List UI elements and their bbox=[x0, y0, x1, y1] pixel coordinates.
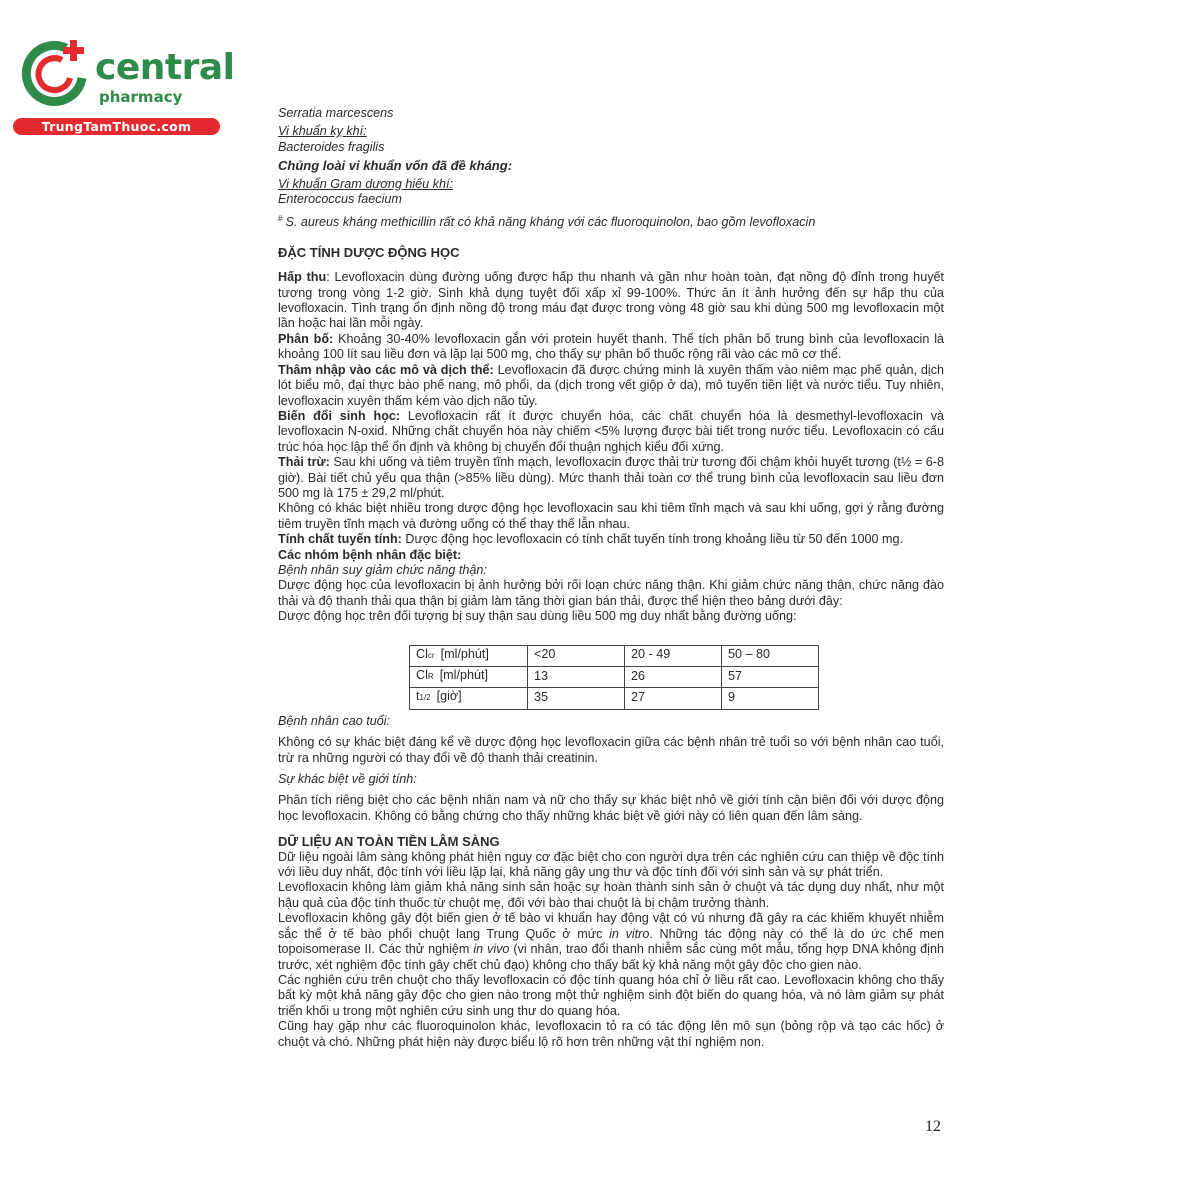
subheading-gram-positive: Vi khuẩn Gram dương hiếu khí: bbox=[278, 176, 453, 191]
bacteria-name: Bacteroides fragilis bbox=[278, 139, 385, 154]
table-row: Clcr [ml/phút] <20 20 - 49 50 – 80 bbox=[410, 645, 819, 666]
paragraph-distribution: Phân bố: Khoảng 30-40% levofloxacin gắn với protein huyết thanh. Thể tích phân bố trung bình của levofloxacin là khoảng 100 lít sau liều đơn và lặp lại 500 mg, cho thấy sự phân bố thuốc rộng rãi vào các mô cơ thể. bbox=[278, 331, 945, 362]
preclinical-paragraph: Levofloxacin không gây đột biến gien ở tế bào vi khuẩn hay động vật có vú nhưng đã gây ra các khiếm khuyết nhiễm sắc thể ở tế bào phổi chuột lang Trung Quốc ở mức in vitro. Những tác động này có thể là do ức chế men topoisomerase II. Các thử nghiệm in vivo (vi nhân, trao đổi thanh nhiễm sắc cùng một mẫu, tổng hợp DNA không định trước, xét nghiệm độc tính gây chết chủ đạo) không cho thấy bất kỳ khả năng một gây độc cho gien nào. bbox=[278, 911, 945, 972]
paragraph-no-difference: Không có khác biệt nhiều trong dược động học levofloxacin sau khi tiêm tĩnh mạch và sau khi uống, gợi ý rằng đường tiêm truyền tĩnh mạch và đường uống có thể thay thế lẫn nhau. bbox=[278, 501, 944, 531]
section-heading-pharmacokinetics: ĐẶC TÍNH DƯỢC ĐỘNG HỌC bbox=[278, 244, 460, 260]
preclinical-paragraph: Levofloxacin không làm giảm khả năng sinh sản hoặc sự hoàn thành sinh sản ở chuột và tác dụng duy nhất, như một hậu quả của độc tính thuốc từ chuột mẹ, đối với bào thai chuột là bị chậm trưởng thành. bbox=[278, 880, 944, 910]
paragraph-linearity: Tính chất tuyến tính: Dược động học levofloxacin có tính chất tuyến tính trong khoảng liều từ 50 đến 1000 mg. bbox=[278, 532, 904, 547]
paragraph-penetration: Thâm nhập vào các mô và dịch thể: Levofloxacin đã được chứng minh là xuyên thấm vào niêm mạc phế quản, dịch lót biểu mô, đại thực bào phế nang, mô phổi, da (dịch trong vết giộp ở da), mô tuyến tiền liệt và nước tiểu. Tuy nhiên, levofloxacin xuyên thấm kém vào dịch não tủy. bbox=[278, 362, 945, 408]
elderly-subheading: Bệnh nhân cao tuổi: bbox=[278, 713, 391, 728]
pharmacy-cross-icon bbox=[20, 38, 90, 108]
paragraph-elimination: Thải trừ: Sau khi uống và tiêm truyền tĩnh mạch, levofloxacin được thải trừ tương đối chậm khỏi huyết tương (t½ = 6-8 giờ). Bài tiết chủ yếu qua thận (>85% liều dùng). Mức thanh thải toàn cơ thể trung bình của levofloxacin sau liều đơn 500 mg là 175 ± 29,2 ml/phút. bbox=[278, 455, 944, 500]
section-heading-preclinical: DỮ LIỆU AN TOÀN TIỀN LÂM SÀNG bbox=[278, 834, 500, 850]
logo-subtitle: pharmacy bbox=[99, 88, 183, 106]
bacteria-name: Serratia marcescens bbox=[278, 106, 394, 120]
renal-text: Dược động học của levofloxacin bị ảnh hưởng bởi rối loạn chức năng thận. Khi giảm chức năng thận, chức năng đào thải và độ thanh thải qua thận bị giảm làm tăng thời gian bán thải, được thể hiện theo bảng dưới đây: bbox=[278, 578, 944, 608]
special-populations-heading: Các nhóm bệnh nhân đặc biệt: bbox=[278, 547, 462, 562]
logo-site-badge: TrungTamThuoc.com bbox=[13, 118, 220, 135]
preclinical-paragraph: Dữ liệu ngoài lâm sàng không phát hiện nguy cơ đặc biệt cho con người dựa trên các nghiên cứu can thiệp về độc tính với liều duy nhất, độc tính với liều lặp lại, khả năng gây ung thư và độc tính đối với sinh sản và sự phát triển. bbox=[278, 849, 944, 880]
gender-subheading: Sự khác biệt về giới tính: bbox=[278, 772, 417, 787]
renal-table-intro: Dược động học trên đối tượng bị suy thận sau dùng liều 500 mg duy nhất bằng đường uống: bbox=[278, 609, 797, 624]
renal-subheading: Bệnh nhân suy giảm chức năng thận: bbox=[278, 562, 487, 577]
central-pharmacy-logo bbox=[10, 38, 235, 138]
resistant-heading: Chủng loài vi khuẩn vốn đã đề kháng: bbox=[278, 158, 513, 174]
bacteria-name: Enterococcus faecium bbox=[278, 192, 402, 207]
subheading-anaerobic: Vi khuẩn kỵ khí: bbox=[278, 124, 367, 139]
elderly-text: Không có sự khác biệt đáng kể về dược động học levofloxacin giữa các bệnh nhân trẻ tuổi so với bệnh nhân cao tuổi, trừ ra những người có thay đổi về độ thanh thải creatinin. bbox=[278, 735, 944, 765]
page-number: 12 bbox=[925, 1118, 941, 1135]
paragraph-absorption: Hấp thu: Levofloxacin dùng đường uống được hấp thu nhanh và gần như hoàn toàn, đạt nồng độ đỉnh trong huyết tương trong vòng 1-2 giờ. Sinh khả dụng tuyệt đối xấp xỉ 99-100%. Thức ăn ít ảnh hưởng đến sự hấp thu của levofloxacin. Tình trạng ổn định nồng độ trong máu đạt được trong vòng 48 giờ sau khi dùng 500 mg levofloxacin một lần hoặc hai lần mỗi ngày. bbox=[278, 270, 944, 331]
footnote: # S. aureus kháng methicillin rất có khả năng kháng với các fluoroquinolon, bao gồm levofloxacin bbox=[278, 214, 816, 230]
document-page bbox=[278, 106, 944, 1050]
paragraph-biotransformation: Biến đổi sinh học: Levofloxacin rất ít được chuyển hóa, các chất chuyển hóa là desmethyl-levofloxacin và levofloxacin N-oxid. Những chất chuyển hóa này chiếm <5% lượng được bài tiết trong nước tiểu. Levofloxacin có cấu trúc hóa học lập thể ổn định và không bị chuyển đổi thuận nghịch kiểu đối xứng. bbox=[278, 408, 944, 454]
preclinical-paragraph: Các nghiên cứu trên chuột cho thấy levofloxacin có độc tính quang hóa chỉ ở liều rất cao. Levofloxacin không cho thấy bất kỳ một khả năng gây độc cho gien nào trong một thử nghiệm sinh đột biến do quang hóa, và nó làm giảm sự phát triển khối u trong một nghiên cứu sinh ung thư do quang hóa. bbox=[278, 972, 944, 1018]
logo-brand: central bbox=[95, 47, 235, 88]
preclinical-paragraph: Cũng hay gặp như các fluoroquinolon khác, levofloxacin tỏ ra có tác động lên mô sụn (bỏng rộp và tạo các hốc) ở chuột và chó. Những phát hiện này được biểu lộ rõ hơn trên những vật thí nghiệm non. bbox=[278, 1019, 944, 1049]
renal-pk-table bbox=[409, 645, 819, 710]
gender-text: Phân tích riêng biệt cho các bệnh nhân nam và nữ cho thấy sự khác biệt nhỏ về giới tính cận biên đối với dược động học levofloxacin. Không có bằng chứng cho thấy những khác biệt về giới này có liên quan đến lâm sàng. bbox=[278, 793, 944, 823]
table-row: t1/2 [giờ] 35 27 9 bbox=[410, 688, 819, 709]
table-row: ClR [ml/phút] 13 26 57 bbox=[410, 667, 819, 688]
